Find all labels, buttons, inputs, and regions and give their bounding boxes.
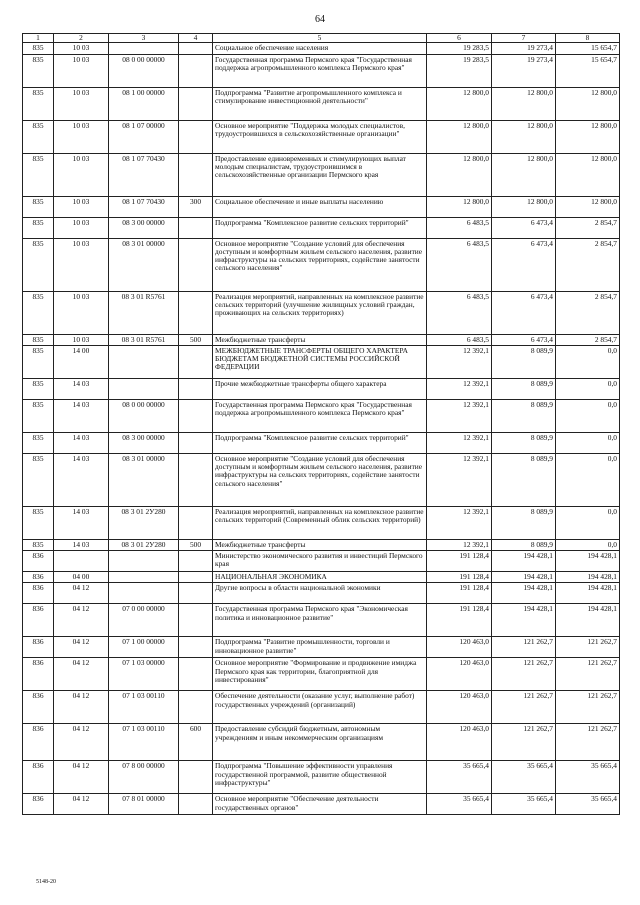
cell-target-code xyxy=(109,551,179,572)
cell-amount-7: 121 262,7 xyxy=(492,724,556,761)
table-row xyxy=(23,637,620,658)
cell-admin-code: 836 xyxy=(23,794,54,815)
cell-amount-8: 121 262,7 xyxy=(556,658,620,691)
cell-name: Подпрограмма "Комплексное развитие сельских территорий" xyxy=(213,432,427,453)
cell-name: Государственная программа Пермского края "Экономическая политика и инновационное развитие" xyxy=(213,604,427,637)
cell-admin-code: 836 xyxy=(23,637,54,658)
cell-amount-7: 8 089,9 xyxy=(492,506,556,539)
cell-section-code: 04 12 xyxy=(54,691,109,724)
cell-amount-8: 0,0 xyxy=(556,378,620,399)
cell-name: Предоставление единовременных и стимулирующих выплат молодым специалистам, трудоустроившимся в сельскохозяйственные организации Пермского края xyxy=(213,153,427,196)
cell-amount-6: 12 800,0 xyxy=(427,87,492,120)
cell-amount-6: 12 392,1 xyxy=(427,345,492,378)
cell-admin-code: 835 xyxy=(23,196,54,217)
cell-amount-8: 2 854,7 xyxy=(556,238,620,291)
table-row xyxy=(23,345,620,378)
cell-admin-code: 835 xyxy=(23,345,54,378)
cell-amount-8: 2 854,7 xyxy=(556,291,620,334)
cell-amount-8: 121 262,7 xyxy=(556,691,620,724)
table-row xyxy=(23,539,620,550)
cell-amount-7: 121 262,7 xyxy=(492,658,556,691)
cell-section-code: 04 12 xyxy=(54,761,109,794)
cell-amount-7: 12 800,0 xyxy=(492,87,556,120)
cell-amount-6: 191 128,4 xyxy=(427,572,492,583)
cell-section-code: 04 12 xyxy=(54,724,109,761)
cell-amount-8: 0,0 xyxy=(556,453,620,506)
cell-section-code: 04 12 xyxy=(54,604,109,637)
cell-amount-8: 12 800,0 xyxy=(556,196,620,217)
cell-admin-code: 835 xyxy=(23,87,54,120)
column-header: 5 xyxy=(213,34,427,43)
cell-target-code: 07 8 01 00000 xyxy=(109,794,179,815)
cell-amount-6: 12 392,1 xyxy=(427,506,492,539)
cell-section-code: 14 03 xyxy=(54,453,109,506)
table-row xyxy=(23,761,620,794)
cell-amount-6: 191 128,4 xyxy=(427,583,492,604)
cell-amount-8: 121 262,7 xyxy=(556,637,620,658)
cell-admin-code: 835 xyxy=(23,120,54,153)
cell-amount-6: 12 392,1 xyxy=(427,453,492,506)
cell-name: Социальное обеспечение населения xyxy=(213,43,427,54)
table-row xyxy=(23,724,620,761)
table-row xyxy=(23,120,620,153)
table-row xyxy=(23,196,620,217)
cell-expense-type xyxy=(179,637,213,658)
cell-name: Подпрограмма "Развитие промышленности, торговли и инновационное развитие" xyxy=(213,637,427,658)
cell-admin-code: 835 xyxy=(23,291,54,334)
cell-name: Обеспечение деятельности (оказание услуг, выполнение работ) государственных учреждений (организаций) xyxy=(213,691,427,724)
cell-expense-type xyxy=(179,583,213,604)
header-row xyxy=(23,34,620,43)
cell-amount-8: 194 428,1 xyxy=(556,583,620,604)
cell-section-code: 14 03 xyxy=(54,539,109,550)
cell-expense-type xyxy=(179,345,213,378)
cell-admin-code: 836 xyxy=(23,761,54,794)
cell-target-code: 08 3 01 00000 xyxy=(109,238,179,291)
cell-amount-6: 12 392,1 xyxy=(427,539,492,550)
table-row xyxy=(23,583,620,604)
cell-target-code xyxy=(109,378,179,399)
cell-amount-7: 194 428,1 xyxy=(492,551,556,572)
cell-name: Реализация мероприятий, направленных на комплексное развитие сельских территорий (Современный облик сельских территорий) xyxy=(213,506,427,539)
cell-expense-type xyxy=(179,399,213,432)
table-row xyxy=(23,506,620,539)
cell-amount-7: 12 800,0 xyxy=(492,196,556,217)
cell-amount-8: 0,0 xyxy=(556,432,620,453)
cell-name: Основное мероприятие "Формирование и продвижение имиджа Пермского края как территории, благоприятной для инвестирования" xyxy=(213,658,427,691)
cell-amount-6: 19 283,5 xyxy=(427,43,492,54)
cell-target-code: 08 3 01 2У280 xyxy=(109,506,179,539)
cell-amount-8: 12 800,0 xyxy=(556,153,620,196)
cell-target-code: 08 3 01 2У280 xyxy=(109,539,179,550)
table-row xyxy=(23,551,620,572)
cell-amount-6: 12 392,1 xyxy=(427,399,492,432)
cell-amount-7: 6 473,4 xyxy=(492,238,556,291)
cell-name: Прочие межбюджетные трансферты общего характера xyxy=(213,378,427,399)
cell-amount-6: 191 128,4 xyxy=(427,604,492,637)
cell-name: НАЦИОНАЛЬНАЯ ЭКОНОМИКА xyxy=(213,572,427,583)
table-row xyxy=(23,691,620,724)
table-row xyxy=(23,153,620,196)
cell-expense-type xyxy=(179,54,213,87)
cell-amount-8: 2 854,7 xyxy=(556,334,620,345)
cell-target-code: 08 1 07 00000 xyxy=(109,120,179,153)
cell-section-code: 14 00 xyxy=(54,345,109,378)
cell-name: Социальное обеспечение и иные выплаты населению xyxy=(213,196,427,217)
cell-section-code: 10 03 xyxy=(54,54,109,87)
cell-amount-6: 6 483,5 xyxy=(427,334,492,345)
cell-section-code: 10 03 xyxy=(54,87,109,120)
cell-amount-6: 12 392,1 xyxy=(427,432,492,453)
cell-amount-7: 194 428,1 xyxy=(492,583,556,604)
cell-amount-8: 194 428,1 xyxy=(556,551,620,572)
cell-amount-8: 0,0 xyxy=(556,539,620,550)
table-row xyxy=(23,572,620,583)
cell-amount-8: 121 262,7 xyxy=(556,724,620,761)
cell-section-code: 14 03 xyxy=(54,378,109,399)
cell-expense-type: 500 xyxy=(179,334,213,345)
table-row xyxy=(23,378,620,399)
table-row xyxy=(23,54,620,87)
cell-amount-7: 6 473,4 xyxy=(492,334,556,345)
cell-expense-type xyxy=(179,604,213,637)
table-row xyxy=(23,43,620,54)
cell-section-code: 14 03 xyxy=(54,399,109,432)
cell-section-code: 04 12 xyxy=(54,583,109,604)
cell-target-code: 07 1 03 00110 xyxy=(109,724,179,761)
cell-name: Государственная программа Пермского края "Государственная поддержка агропромышленного комплекса Пермского края" xyxy=(213,399,427,432)
cell-name: Подпрограмма "Повышение эффективности управления государственной программой, развитие общественной инфраструктуры" xyxy=(213,761,427,794)
cell-amount-7: 8 089,9 xyxy=(492,539,556,550)
cell-target-code: 08 3 01 R5761 xyxy=(109,291,179,334)
cell-name: Министерство экономического развития и инвестиций Пермского края xyxy=(213,551,427,572)
cell-amount-6: 120 463,0 xyxy=(427,637,492,658)
cell-target-code: 08 0 00 00000 xyxy=(109,54,179,87)
cell-expense-type xyxy=(179,432,213,453)
cell-amount-8: 194 428,1 xyxy=(556,572,620,583)
cell-expense-type xyxy=(179,378,213,399)
cell-amount-7: 35 665,4 xyxy=(492,794,556,815)
cell-target-code: 07 0 00 00000 xyxy=(109,604,179,637)
cell-amount-6: 12 392,1 xyxy=(427,378,492,399)
cell-amount-7: 19 273,4 xyxy=(492,54,556,87)
cell-admin-code: 835 xyxy=(23,238,54,291)
cell-admin-code: 836 xyxy=(23,551,54,572)
cell-amount-6: 191 128,4 xyxy=(427,551,492,572)
cell-section-code: 10 03 xyxy=(54,238,109,291)
cell-section-code: 04 00 xyxy=(54,572,109,583)
cell-amount-7: 12 800,0 xyxy=(492,120,556,153)
cell-name: Основное мероприятие "Поддержка молодых специалистов, трудоустроившихся в сельскохозяйственные организации" xyxy=(213,120,427,153)
cell-section-code: 10 03 xyxy=(54,196,109,217)
table-row xyxy=(23,453,620,506)
cell-expense-type xyxy=(179,43,213,54)
table-row xyxy=(23,291,620,334)
cell-expense-type xyxy=(179,238,213,291)
cell-expense-type xyxy=(179,453,213,506)
cell-expense-type xyxy=(179,506,213,539)
cell-name: Основное мероприятие "Создание условий для обеспечения доступным и комфортным жильем сельского населения, развитие инфраструктуры на сельских территориях, содействие занятости сельского населения" xyxy=(213,238,427,291)
cell-amount-7: 8 089,9 xyxy=(492,378,556,399)
cell-amount-8: 15 654,7 xyxy=(556,54,620,87)
cell-expense-type xyxy=(179,120,213,153)
cell-section-code: 14 03 xyxy=(54,506,109,539)
cell-name: Подпрограмма "Развитие агропромышленного комплекса и стимулирование инвестиционной деятельности" xyxy=(213,87,427,120)
cell-target-code: 08 1 00 00000 xyxy=(109,87,179,120)
cell-amount-6: 19 283,5 xyxy=(427,54,492,87)
cell-admin-code: 835 xyxy=(23,217,54,238)
cell-section-code: 10 03 xyxy=(54,43,109,54)
column-header: 4 xyxy=(179,34,213,43)
cell-target-code: 08 3 01 00000 xyxy=(109,453,179,506)
cell-amount-7: 6 473,4 xyxy=(492,291,556,334)
cell-section-code: 10 03 xyxy=(54,153,109,196)
cell-amount-6: 120 463,0 xyxy=(427,691,492,724)
cell-admin-code: 835 xyxy=(23,432,54,453)
table-row xyxy=(23,658,620,691)
cell-admin-code: 835 xyxy=(23,54,54,87)
column-header: 2 xyxy=(54,34,109,43)
cell-admin-code: 836 xyxy=(23,658,54,691)
cell-amount-7: 8 089,9 xyxy=(492,432,556,453)
cell-amount-8: 0,0 xyxy=(556,506,620,539)
cell-expense-type: 500 xyxy=(179,539,213,550)
cell-name: Подпрограмма "Комплексное развитие сельских территорий" xyxy=(213,217,427,238)
cell-expense-type: 300 xyxy=(179,196,213,217)
table-row xyxy=(23,399,620,432)
cell-expense-type xyxy=(179,794,213,815)
cell-amount-8: 15 654,7 xyxy=(556,43,620,54)
cell-section-code xyxy=(54,551,109,572)
cell-amount-7: 194 428,1 xyxy=(492,572,556,583)
cell-admin-code: 835 xyxy=(23,506,54,539)
cell-name: Основное мероприятие "Обеспечение деятельности государственных органов" xyxy=(213,794,427,815)
cell-amount-6: 6 483,5 xyxy=(427,238,492,291)
cell-target-code: 07 1 03 00000 xyxy=(109,658,179,691)
cell-amount-8: 194 428,1 xyxy=(556,604,620,637)
cell-amount-7: 6 473,4 xyxy=(492,217,556,238)
cell-name: Предоставление субсидий бюджетным, автономным учреждениям и иным некоммерческим организациям xyxy=(213,724,427,761)
cell-name: Реализация мероприятий, направленных на комплексное развитие сельских территорий (улучшение жилищных условий граждан, проживающих на сельских территориях) xyxy=(213,291,427,334)
table-row xyxy=(23,217,620,238)
cell-target-code: 08 1 07 70430 xyxy=(109,196,179,217)
table-row xyxy=(23,432,620,453)
column-header: 3 xyxy=(109,34,179,43)
cell-section-code: 10 03 xyxy=(54,217,109,238)
page-number: 64 xyxy=(315,14,325,25)
cell-amount-7: 35 665,4 xyxy=(492,761,556,794)
table-row xyxy=(23,87,620,120)
cell-section-code: 10 03 xyxy=(54,291,109,334)
cell-admin-code: 836 xyxy=(23,604,54,637)
cell-section-code: 14 03 xyxy=(54,432,109,453)
cell-target-code: 07 1 03 00110 xyxy=(109,691,179,724)
cell-amount-7: 194 428,1 xyxy=(492,604,556,637)
cell-target-code xyxy=(109,572,179,583)
cell-section-code: 10 03 xyxy=(54,334,109,345)
cell-amount-8: 35 665,4 xyxy=(556,761,620,794)
cell-target-code: 07 1 00 00000 xyxy=(109,637,179,658)
cell-target-code: 08 3 00 00000 xyxy=(109,217,179,238)
cell-amount-7: 121 262,7 xyxy=(492,637,556,658)
cell-name: Межбюджетные трансферты xyxy=(213,334,427,345)
cell-section-code: 04 12 xyxy=(54,794,109,815)
cell-amount-7: 121 262,7 xyxy=(492,691,556,724)
cell-section-code: 04 12 xyxy=(54,658,109,691)
cell-target-code: 08 1 07 70430 xyxy=(109,153,179,196)
cell-target-code: 08 3 01 R5761 xyxy=(109,334,179,345)
cell-amount-7: 8 089,9 xyxy=(492,399,556,432)
cell-target-code xyxy=(109,43,179,54)
cell-amount-6: 35 665,4 xyxy=(427,761,492,794)
cell-target-code xyxy=(109,345,179,378)
cell-amount-6: 120 463,0 xyxy=(427,724,492,761)
cell-expense-type xyxy=(179,572,213,583)
table-row xyxy=(23,334,620,345)
cell-amount-6: 12 800,0 xyxy=(427,196,492,217)
table-row xyxy=(23,604,620,637)
cell-amount-7: 8 089,9 xyxy=(492,345,556,378)
cell-expense-type xyxy=(179,291,213,334)
cell-amount-7: 19 273,4 xyxy=(492,43,556,54)
cell-name: Межбюджетные трансферты xyxy=(213,539,427,550)
cell-amount-6: 35 665,4 xyxy=(427,794,492,815)
cell-amount-8: 12 800,0 xyxy=(556,120,620,153)
cell-admin-code: 836 xyxy=(23,691,54,724)
cell-amount-7: 12 800,0 xyxy=(492,153,556,196)
cell-amount-8: 2 854,7 xyxy=(556,217,620,238)
cell-expense-type xyxy=(179,761,213,794)
cell-admin-code: 835 xyxy=(23,153,54,196)
cell-admin-code: 835 xyxy=(23,378,54,399)
cell-expense-type xyxy=(179,658,213,691)
table-row xyxy=(23,794,620,815)
cell-amount-6: 6 483,5 xyxy=(427,291,492,334)
cell-admin-code: 835 xyxy=(23,539,54,550)
cell-amount-7: 8 089,9 xyxy=(492,453,556,506)
column-header: 1 xyxy=(23,34,54,43)
cell-amount-6: 12 800,0 xyxy=(427,153,492,196)
cell-amount-6: 12 800,0 xyxy=(427,120,492,153)
cell-target-code xyxy=(109,583,179,604)
cell-amount-8: 0,0 xyxy=(556,345,620,378)
cell-target-code: 08 3 00 00000 xyxy=(109,432,179,453)
cell-admin-code: 835 xyxy=(23,399,54,432)
footer-code: 5148-20 xyxy=(36,879,56,885)
cell-expense-type xyxy=(179,691,213,724)
column-header: 6 xyxy=(427,34,492,43)
cell-amount-6: 6 483,5 xyxy=(427,217,492,238)
cell-target-code: 07 8 00 00000 xyxy=(109,761,179,794)
cell-expense-type xyxy=(179,217,213,238)
cell-expense-type xyxy=(179,87,213,120)
cell-name: Другие вопросы в области национальной экономики xyxy=(213,583,427,604)
cell-amount-6: 120 463,0 xyxy=(427,658,492,691)
cell-name: МЕЖБЮДЖЕТНЫЕ ТРАНСФЕРТЫ ОБЩЕГО ХАРАКТЕРА БЮДЖЕТАМ БЮДЖЕТНОЙ СИСТЕМЫ РОССИЙСКОЙ ФЕДЕРАЦИИ xyxy=(213,345,427,378)
cell-amount-8: 0,0 xyxy=(556,399,620,432)
cell-expense-type: 600 xyxy=(179,724,213,761)
table-row xyxy=(23,238,620,291)
cell-section-code: 04 12 xyxy=(54,637,109,658)
cell-expense-type xyxy=(179,551,213,572)
column-header: 8 xyxy=(556,34,620,43)
budget-table xyxy=(22,33,620,815)
cell-admin-code: 835 xyxy=(23,453,54,506)
cell-name: Государственная программа Пермского края "Государственная поддержка агропромышленного комплекса Пермского края" xyxy=(213,54,427,87)
cell-expense-type xyxy=(179,153,213,196)
cell-target-code: 08 0 00 00000 xyxy=(109,399,179,432)
cell-admin-code: 836 xyxy=(23,724,54,761)
cell-name: Основное мероприятие "Создание условий для обеспечения доступным и комфортным жильем сельского населения, развитие инфраструктуры на сельских территориях, содействие занятости сельского населения" xyxy=(213,453,427,506)
cell-admin-code: 835 xyxy=(23,43,54,54)
cell-admin-code: 835 xyxy=(23,334,54,345)
cell-amount-8: 35 665,4 xyxy=(556,794,620,815)
column-header: 7 xyxy=(492,34,556,43)
cell-admin-code: 836 xyxy=(23,572,54,583)
cell-admin-code: 836 xyxy=(23,583,54,604)
cell-section-code: 10 03 xyxy=(54,120,109,153)
cell-amount-8: 12 800,0 xyxy=(556,87,620,120)
